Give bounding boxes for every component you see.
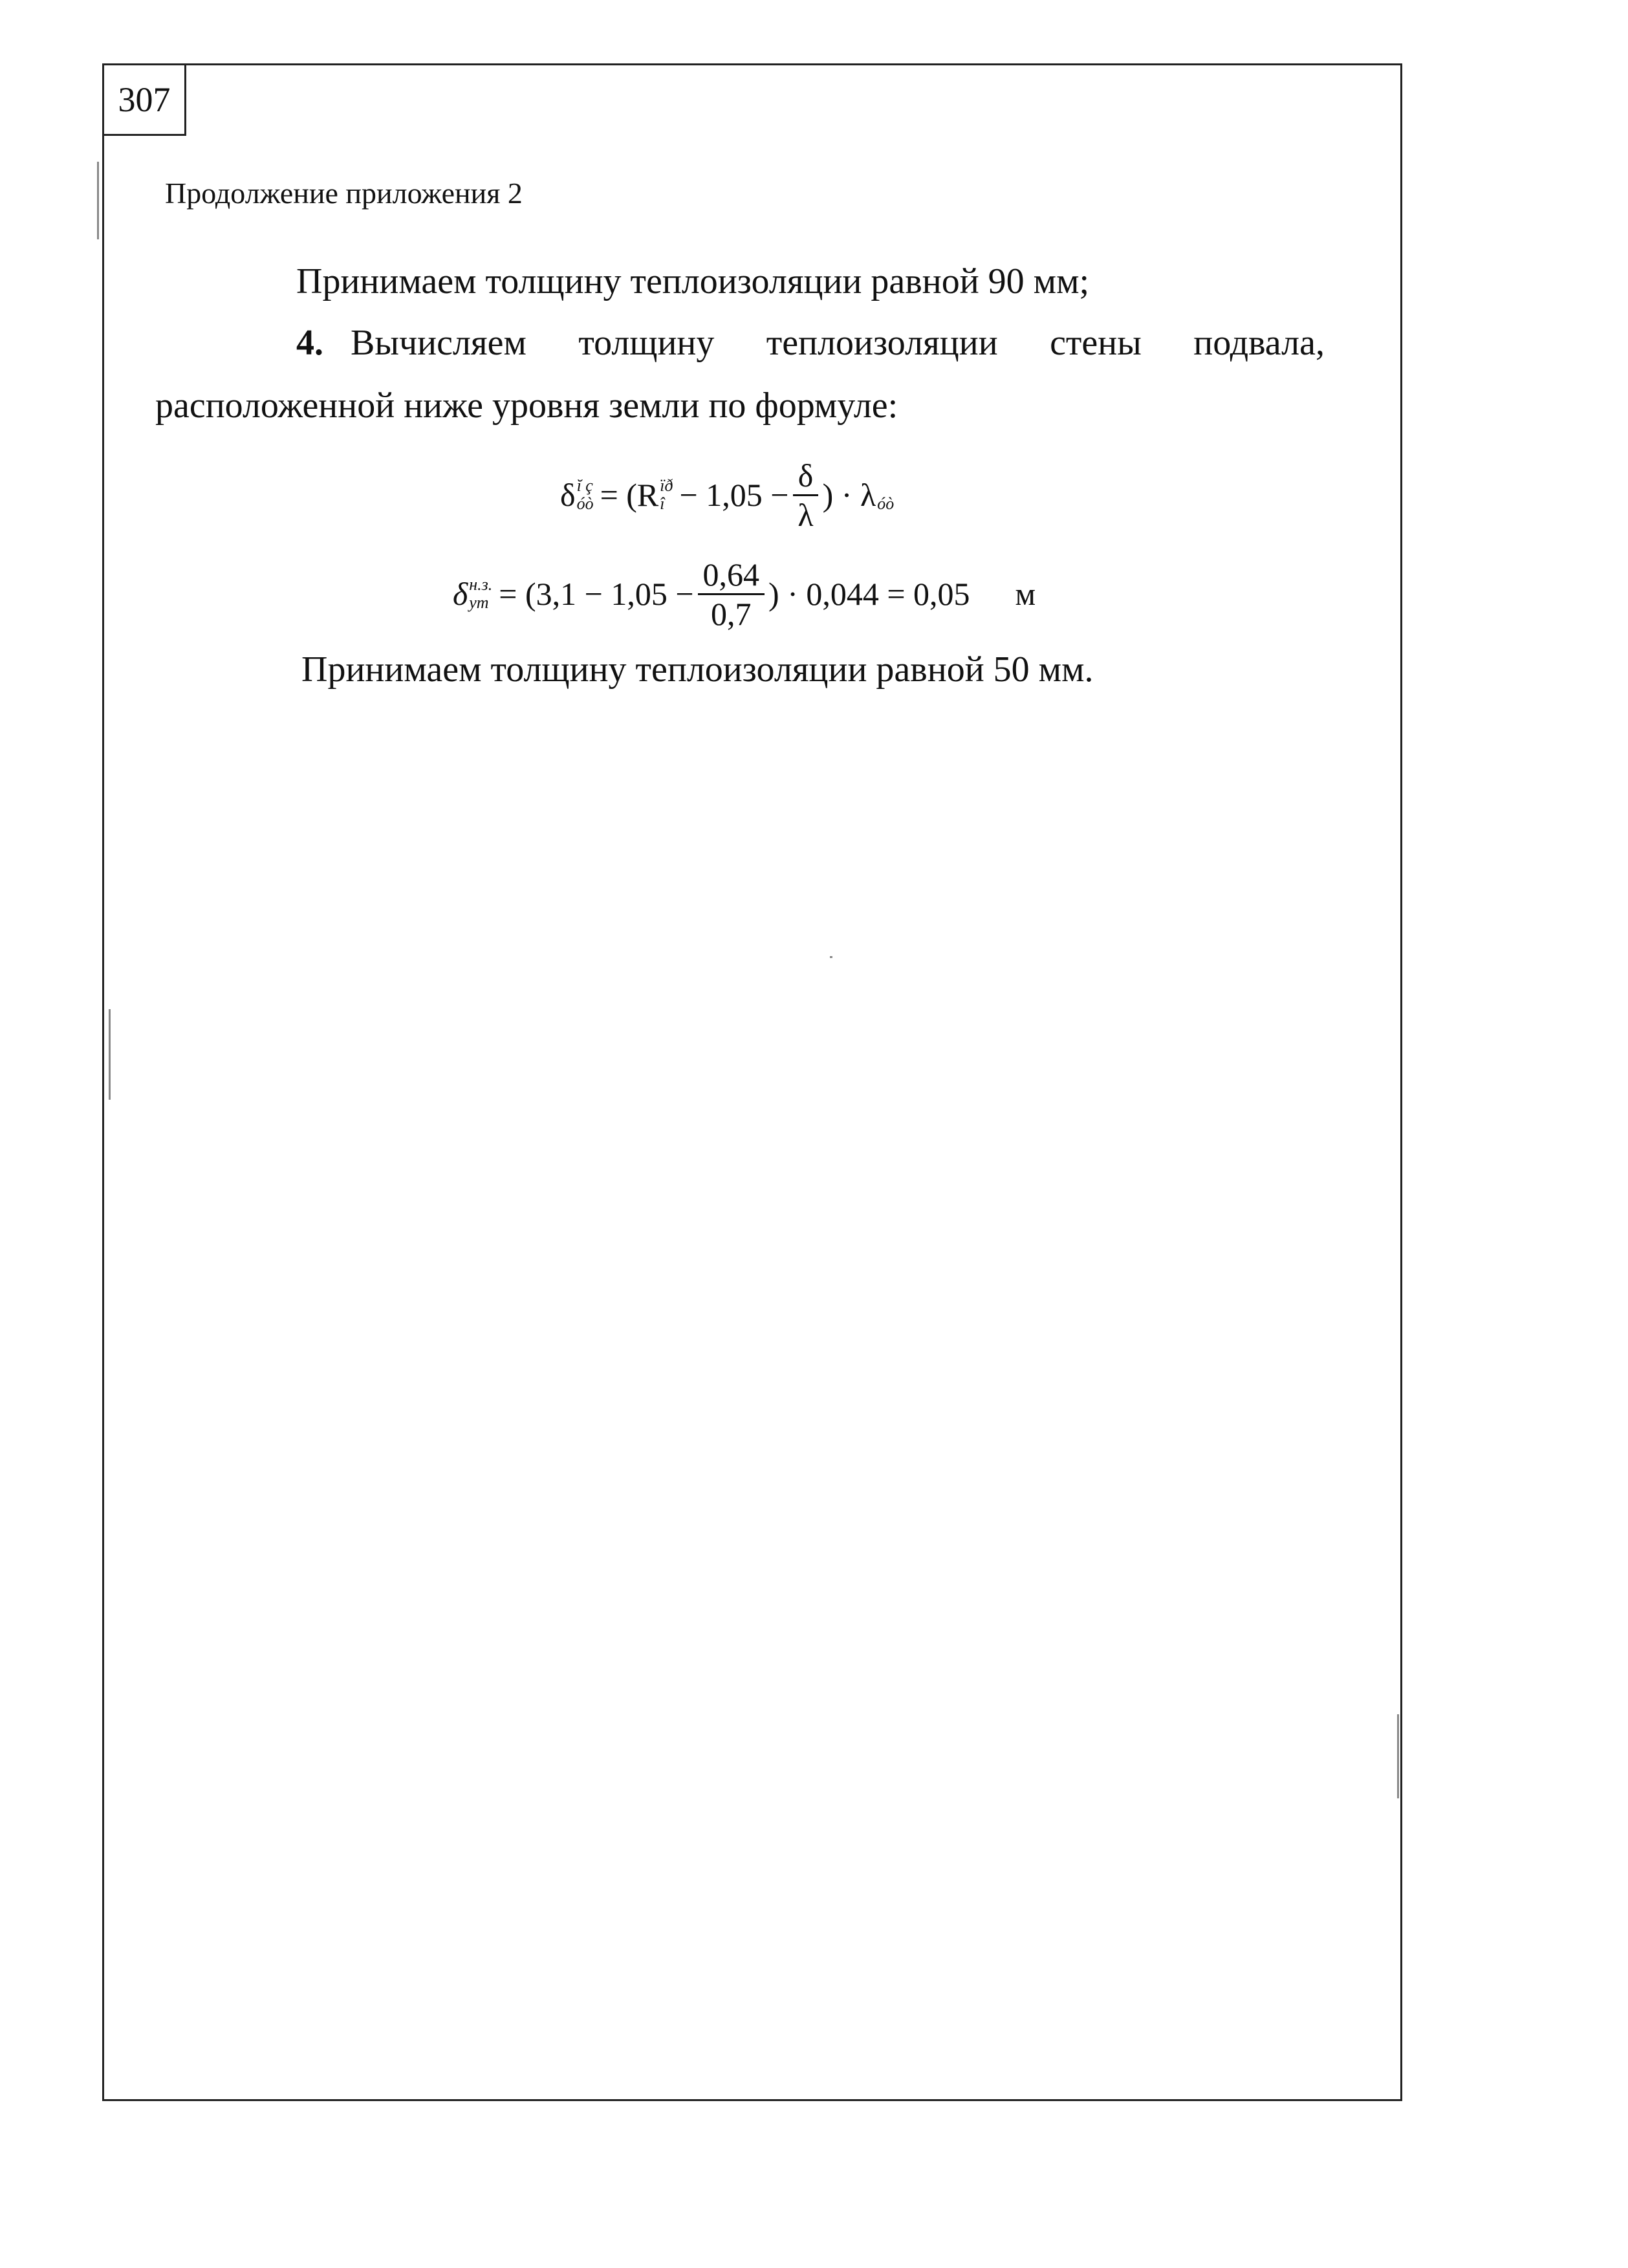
step-4-line [296, 320, 1325, 365]
formula-subscript: óò [576, 494, 594, 513]
formula-subscript: óò [877, 494, 895, 513]
formula-text: ) · λ [822, 477, 876, 513]
fraction-numerator: δ [793, 457, 819, 496]
step-number: 4. [296, 323, 323, 363]
formula-text: = (3,1 − 1,05 − [499, 576, 694, 612]
fraction-denominator: λ [798, 496, 814, 533]
formula-text: ) · 0,044 = 0,05 [768, 576, 970, 612]
step-word: Вычисляем [351, 323, 526, 363]
continuation-label: Продолжение приложения 2 [165, 177, 523, 210]
step-word: теплоизоляции [766, 323, 998, 363]
formula-fraction [698, 556, 765, 633]
formula-unit: м [1015, 576, 1036, 612]
formula-text: = (R [600, 477, 659, 513]
paragraph-insulation-90: Принимаем толщину теплоизоляции равной 90 мм; [296, 261, 1090, 301]
formula-superscript: н.з. [469, 575, 493, 594]
step-4-continuation: расположенной ниже уровня земли по формуле: [155, 386, 898, 426]
scan-artifact [1397, 1714, 1399, 1798]
scan-artifact [97, 162, 99, 239]
formula-symbol: δ [560, 477, 576, 513]
step-word: подвала, [1193, 323, 1325, 363]
paragraph-insulation-50: Принимаем толщину теплоизоляции равной 50 мм. [301, 649, 1094, 690]
calculation-formula [453, 549, 1036, 639]
scan-artifact [109, 1009, 111, 1100]
step-word: стены [1050, 323, 1142, 363]
page-number: 307 [102, 63, 186, 136]
formula-subscript: î [660, 494, 665, 513]
formula-fraction [792, 457, 818, 534]
fraction-denominator: 0,7 [711, 595, 752, 632]
scan-artifact [830, 956, 832, 958]
formula-superscript: ïð [660, 476, 673, 495]
step-word: толщину [578, 323, 715, 363]
formula-subscript: ут [469, 593, 489, 612]
formula-text: − 1,05 − [679, 477, 789, 513]
page-frame [102, 63, 1402, 2101]
formula-symbol: δ [453, 576, 468, 612]
formula-superscript: ĭ ç [576, 476, 593, 495]
fraction-numerator: 0,64 [698, 556, 765, 595]
general-formula [560, 446, 900, 543]
